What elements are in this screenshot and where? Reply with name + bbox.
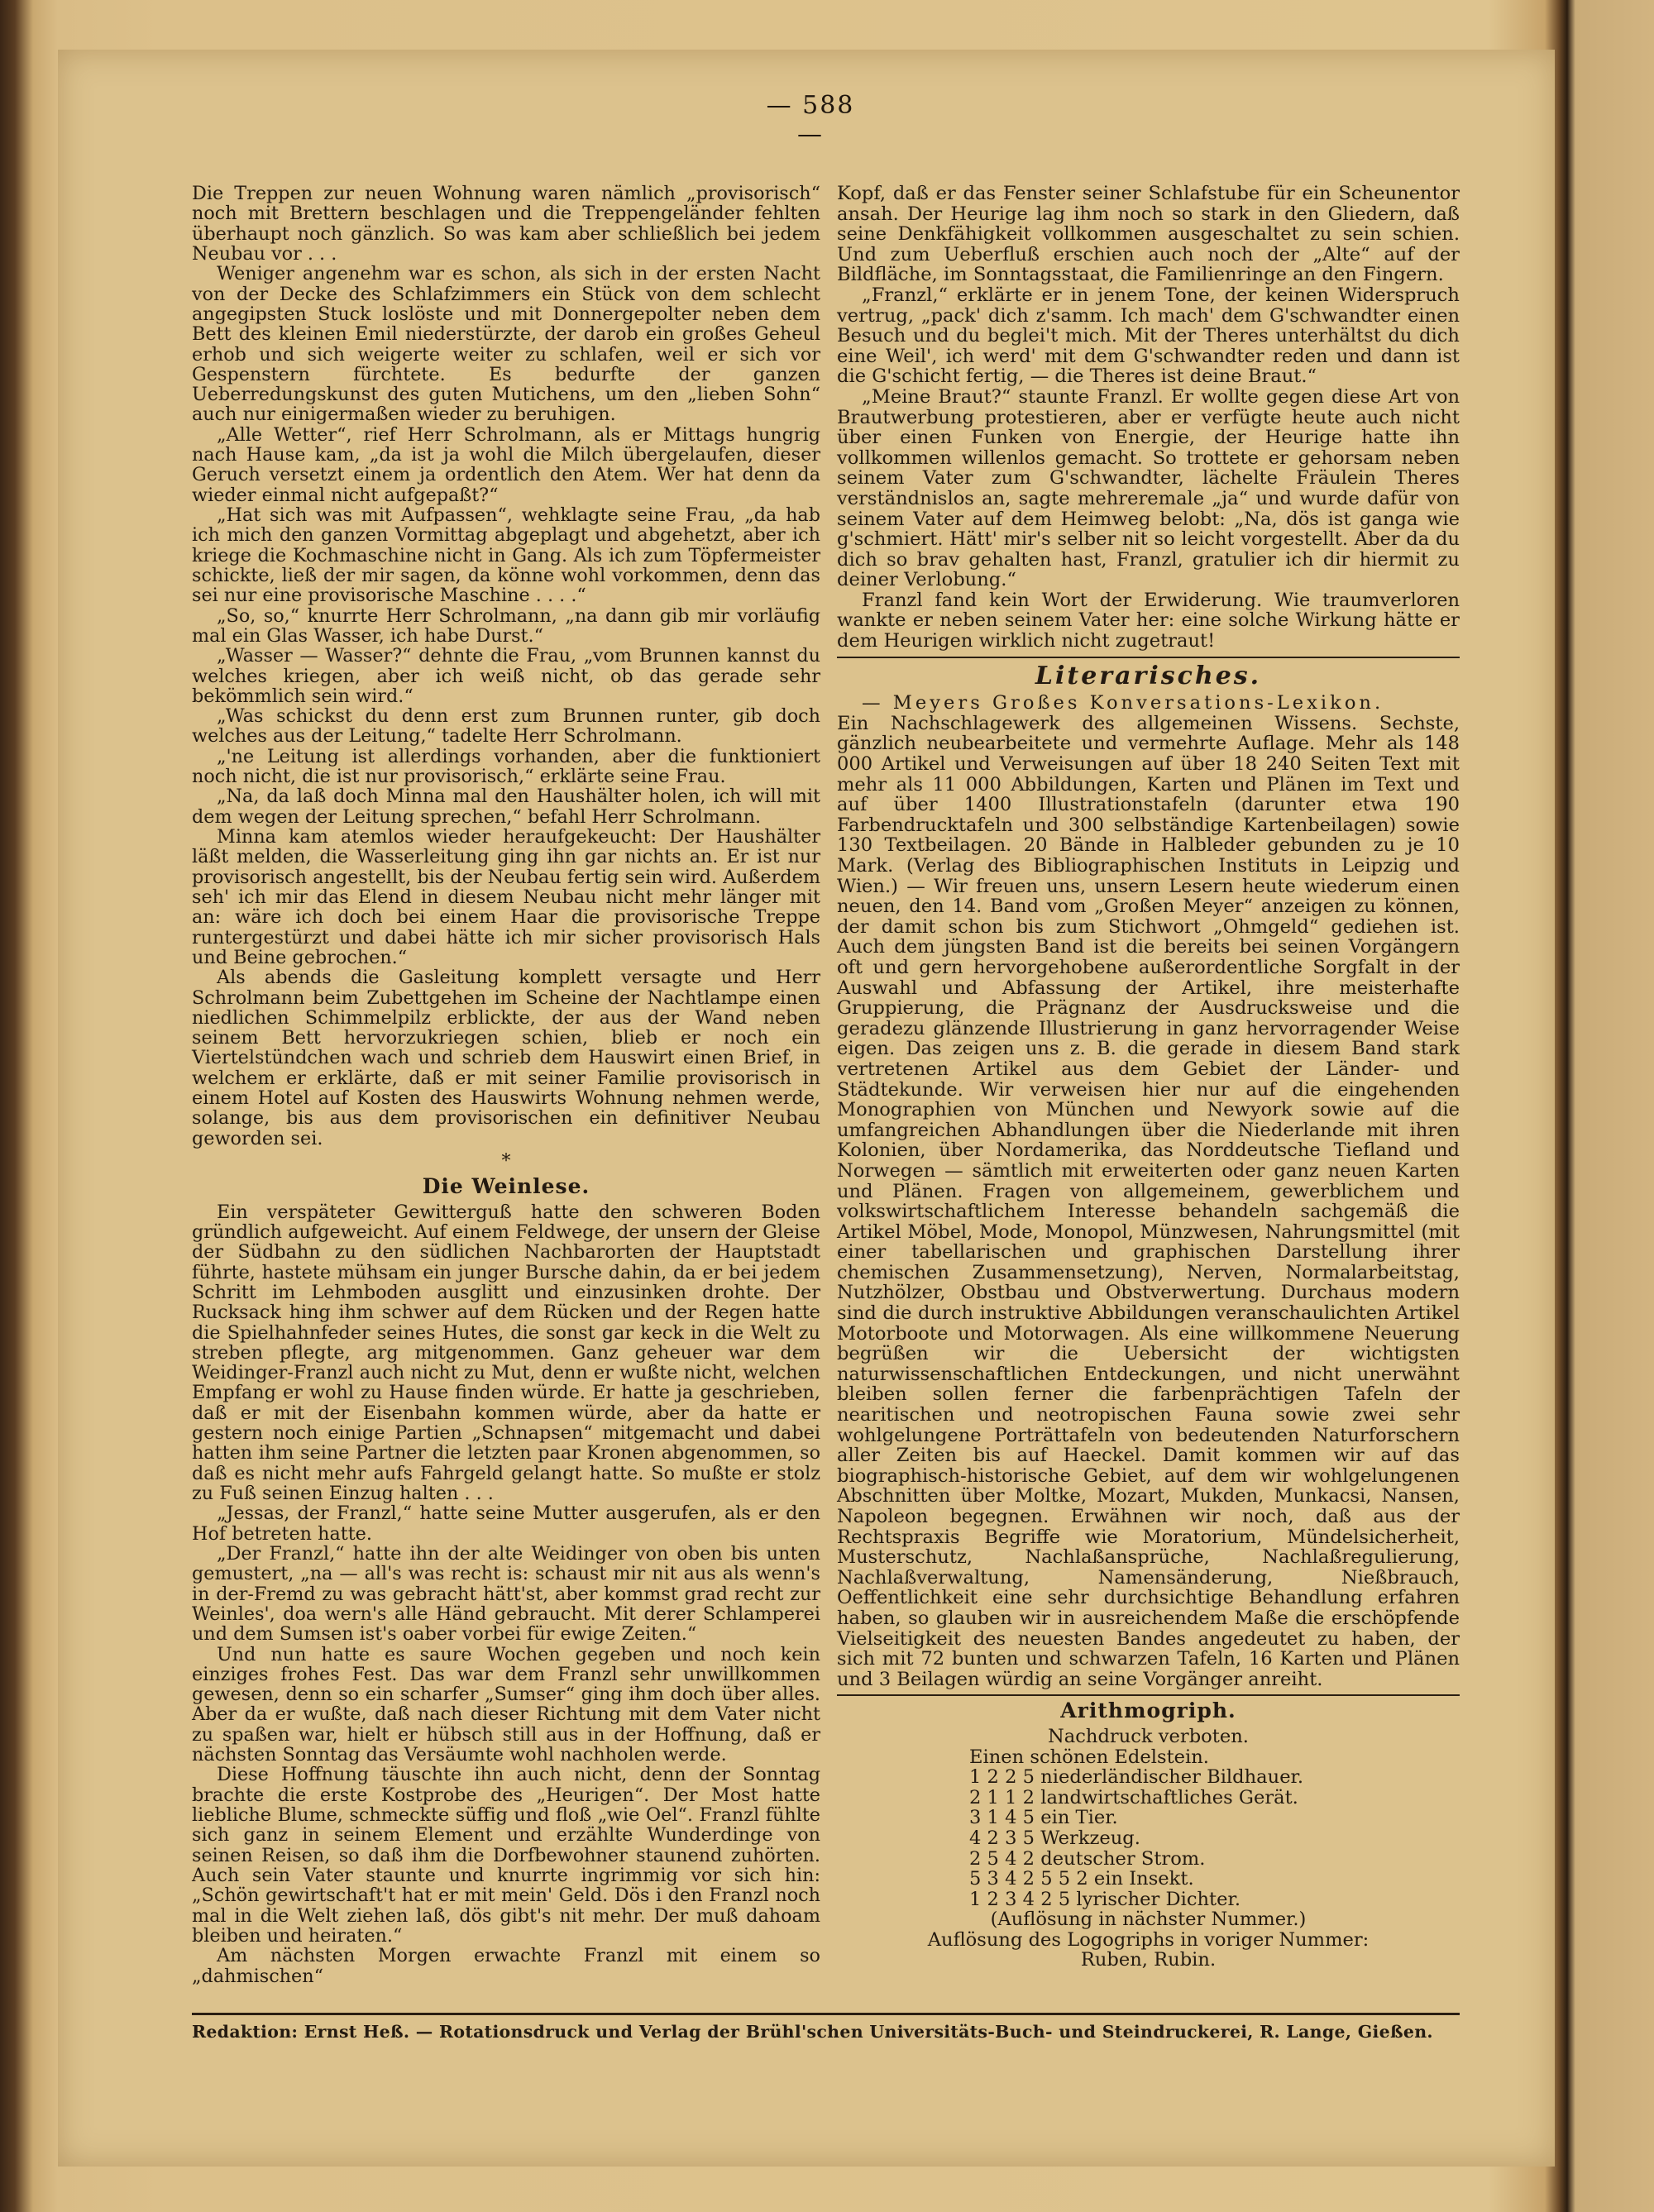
paragraph: „Hat sich was mit Aufpassen“, wehklagte seine Frau, „da hab ich mich den ganzen Vormittag abgeplagt und abgehetzt, aber ich kriege die Kochmaschine nicht in Gang. Als ich zum Töpfermeister schickte, ließ der mir sagen, da könne wohl vorkommen, denn das sei nur eine provisorische Maschine . . . .“	[192, 504, 820, 607]
paragraph: Kopf, daß er das Fenster seiner Schlafstube für ein Scheunentor ansah. Der Heurige lag ihm noch so stark in den Gliedern, daß seine Denkfähigkeit vollkommen ausgeschaltet zu sein schien. Und zum Ueberfluß erschien auch noch der „Alte“ auf der Bildfläche, im Sonntagsstaat, die Familienringe an den Fingern.	[837, 183, 1460, 286]
previous-solution-label: Auflösung des Logogriphs in voriger Nummer:	[927, 1928, 1370, 1951]
puzzle-line: 2 5 4 2 deutscher Strom.	[969, 1847, 1206, 1870]
paragraph: „Wasser — Wasser?“ dehnte die Frau, „vom Brunnen kannst du welches kriegen, aber ich weiß nicht, ob das gerade sehr bekömmlich sein wird.“	[192, 645, 820, 707]
paragraph: Und nun hatte es saure Wochen gegeben und noch kein einziges frohes Fest. Das war dem Franzl sehr unwillkommen gewesen, denn so ein scharfer „Sumser“ ging ihm doch über alles. Aber da er wußte, daß nach dieser Richtung mit dem Vater nicht zu spaßen war, hielt er hübsch still aus in der Hoffnung, daß er nächsten Sonntag das Versäumte wohl nachholen werde.	[192, 1643, 820, 1766]
puzzle-solution-note: (Auflösung in nächster Nummer.)	[990, 1909, 1307, 1931]
paragraph: Minna kam atemlos wieder heraufgekeucht: Der Haushälter läßt melden, die Wasserleitung ging ihn gar nichts an. Er ist nur provisorisch angestellt, bis der Neubau fertig sein wird. Außerdem seh' ich mir das Elend in diesem Neubau nicht mehr länger mit an: wäre ich doch bei einem Haar die provisorische Treppe runtergestürzt und dabei hätte ich mir sicher provisorisch Hals und Beine gebrochen.“	[192, 826, 820, 968]
paragraph: „'ne Leitung ist allerdings vorhanden, aber die funktioniert noch nicht, die ist nur provisorisch,“ erklärte seine Frau.	[192, 745, 820, 788]
puzzle-line: 2 1 1 2 landwirtschaftliches Gerät.	[969, 1786, 1298, 1808]
paragraph: „Na, da laß doch Minna mal den Haushälter holen, ich will mit dem wegen der Leitung sprechen,“ befahl Herr Schrolmann.	[192, 786, 820, 828]
story-title: Die Weinlese.	[422, 1174, 590, 1199]
puzzle-line: 1 2 3 4 2 5 lyrischer Dichter.	[969, 1888, 1241, 1910]
left-column	[192, 184, 820, 1986]
imprint-footer: Redaktion: Ernst Heß. — Rotationsdruck und Verlag der Brühl'schen Universitäts-Buch- und Steindruckerei, R. Lange, Gießen.	[192, 2013, 1460, 2042]
paragraph: Diese Hoffnung täuschte ihn auch nicht, denn der Sonntag brachte die erste Kostprobe des „Heurigen“. Der Most hatte liebliche Blume, schmeckte süffig und floß „wie Oel“. Franzl fühlte sich ganz in seinem Element und erzählte Wunderdinge von seinen Reisen, so daß ihm die Dorfbewohner staunend zuhörten. Auch sein Vater staunte und knurrte ingrimmig vor sich hin: „Schön gewirtschaft't hat er mit mein' Geld. Dös i den Franzl noch mal in die Welt ziehen laß, dös gibt's nit mehr. Der muß dahoam bleiben und heiraten.“	[192, 1764, 820, 1947]
puzzle-notice: Nachdruck verboten.	[1048, 1725, 1249, 1747]
paragraph: Die Treppen zur neuen Wohnung waren nämlich „provisorisch“ noch mit Brettern beschlagen und die Treppengeländer fehlten überhaupt noch gänzlich. So was kam aber schließlich bei jedem Neubau vor . . .	[192, 183, 820, 265]
section-separator: *	[501, 1151, 511, 1172]
paragraph: Franzl fand kein Wort der Erwiderung. Wie traumverloren wankte er neben seinem Vater her: eine solche Wirkung hätte er dem Heurigen wirklich nicht zugetraut!	[837, 589, 1460, 652]
literary-text: Ein Nachschlagewerk des allgemeinen Wissens. Sechste, gänzlich neubearbeitete und vermehrte Auflage. Mehr als 148 000 Artikel und Verweisungen auf über 18 240 Seiten Text mit mehr als 11 000 Abbildungen, Karten und Plänen im Text und auf über 1400 Illustrationstafeln (darunter etwa 190 Farbendrucktafeln und 300 selbständige Kartenbeilagen) sowie 130 Textbeilagen. 20 Bände in Halbleder gebunden zu je 10 Mark. (Verlag des Bibliographischen Instituts in Leipzig und Wien.) — Wir freuen uns, unsern Lesern heute wiederum einen neuen, den 14. Band vom „Großen Meyer“ anzeigen zu können, der damit schon bis zum Stichwort „Ohmgeld“ gediehen ist. Auch dem jüngsten Band ist die bereits bei seinen Vorgängern oft und gern hervorgehobene außerordentliche Sorgfalt in der Auswahl und Abfassung der Artikel, ihre meisterhafte Gruppierung, die Prägnanz der Ausdrucksweise und die geradezu glänzende Illustrierung in ganz hervorragender Weise eigen. Das zeigen uns z. B. die gerade in diesem Band stark vertretenen Artikel aus dem Gebiet der Länder- und Städtekunde. Wir verweisen hier nur auf die eingehenden Monographien von München und Newyork sowie auf die umfangreichen Abhandlungen über die Niederlande mit ihren Kolonien, über Nordamerika, das Norddeutsche Tiefland und Norwegen — sämtlich mit erweiterten oder ganz neuen Karten und Plänen. Fragen von allgemeinem, gewerblichem und volkswirtschaftlichem Interesse behandeln sachgemäß die Artikel Möbel, Mode, Monopol, Münzwesen, Nahrungsmittel (mit einer tabellarischen und graphischen Darstellung ihrer chemischen Zusammensetzung), Nerven, Normalarbeitstag, Nutzhölzer, Obstbau und Obstverwertung. Durchaus modern sind die durch instruktive Abbildungen veranschaulichten Artikel Motorboote und Motorwagen. Als eine willkommene Neuerung begrüßen wir die Uebersicht der wichtigsten naturwissenschaftlichen Entdeckungen, und nicht unerwähnt bleiben sollen ferner die farbenprächtigen Tafeln der nearitischen und neotropischen Fauna sowie zwei sehr wohlgelungene Porträttafeln von bedeutenden Naturforschern aller Zeiten bis auf Haeckel. Damit kommen wir auf das biographisch-historische Gebiet, auf dem wir wohlgelungenen Abschnitten über Moltke, Mozart, Mukden, Munkacsi, Nansen, Napoleon begegnen. Erwähnen wir noch, daß aus der Rechtspraxis Begriffe wie Moratorium, Mündelsicherheit, Musterschutz, Nachlaßansprüche, Nachlaßregulierung, Nachlaßverwaltung, Namensänderung, Nießbrauch, Oeffentlichkeit eine sehr durchsichtige Behandlung erfahren haben, so glauben wir in ausreichendem Maße die erschöpfende Vielseitigkeit des neuesten Bandes angedeutet zu haben, der sich mit 72 bunten und schwarzen Tafeln, 16 Karten und Plänen und 3 Beilagen würdig an seine Vorgänger anreiht.	[837, 712, 1460, 1690]
puzzle-title: Arithmogriph.	[1060, 1698, 1236, 1723]
right-column	[837, 184, 1460, 1971]
puzzle-box	[837, 1698, 1460, 1971]
puzzle-line: 1 2 2 5 niederländischer Bildhauer.	[969, 1766, 1304, 1789]
paragraph: „Jessas, der Franzl,“ hatte seine Mutter ausgerufen, als er den Hof betreten hatte.	[192, 1503, 820, 1545]
paragraph: Als abends die Gasleitung komplett versagte und Herr Schrolmann beim Zubettgehen im Scheine der Nachtlampe einen niedlichen Schimmelpilz erblickte, der aus der Wand neben seinem Bett hervorzukriegen schien, blieb er noch ein Viertelstündchen wach und schrieb dem Hauswirt einen Brief, in welchem er erklärte, daß er mit seiner Familie provisorisch in einem Hotel auf Kosten des Hauswirts Wohnung nehmen werde, solange, bis aus dem provisorischen ein definitiver Neubau geworden sei.	[192, 967, 820, 1149]
previous-solution-answer: Ruben, Rubin.	[1080, 1949, 1217, 1971]
section-rule	[837, 657, 1460, 658]
puzzle-intro: Einen schönen Edelstein.	[969, 1746, 1209, 1768]
section-rule	[837, 1694, 1460, 1696]
puzzle-line: 4 2 3 5 Werkzeug.	[969, 1827, 1140, 1849]
puzzle-line: 5 3 4 2 5 5 2 ein Insekt.	[969, 1868, 1194, 1890]
paragraph: „Was schickst du denn erst zum Brunnen runter, gib doch welches aus der Leitung,“ tadelte Herr Schrolmann.	[192, 705, 820, 748]
paragraph: Am nächsten Morgen erwachte Franzl mit einem so „dahmischen“	[192, 1945, 820, 1987]
paragraph: Weniger angenehm war es schon, als sich in der ersten Nacht von der Decke des Schlafzimmers ein Stück von dem schlecht angegipsten Stuck loslöste und mit Donnergepolter neben dem Bett des kleinen Emil niederstürzte, der darob ein großes Geheul erhob und sich weigerte weiter zu schlafen, weil er sich vor Gespenstern fürchtete. Es bedurfte der ganzen Ueberredungskunst des guten Mutichens, um den „lieben Sohn“ auch nur einigermaßen wieder zu beruhigen.	[192, 263, 820, 426]
paragraph: „Alle Wetter“, rief Herr Schrolmann, als er Mittags hungrig nach Hause kam, „da ist ja wohl die Milch übergelaufen, dieser Geruch versetzt einem ja ordentlich den Atem. Wer hat denn da wieder einmal nicht aufgepaßt?“	[192, 423, 820, 506]
paragraph: „Meine Braut?“ staunte Franzl. Er wollte gegen diese Art von Brautwerbung protestieren, aber er verfügte heute auch nicht über einen Funken von Energie, der Heurige hatte ihn vollkommen willenlos gemacht. So trottete er gehorsam neben seinem Vater zum G'schwandter, lächelte Fräulein Theres verständnislos an, sagte mehreremale „ja“ und wurde dafür von seinem Vater auf dem Heimweg belobt: „Na, dös ist ganga wie g'schmiert. Hätt' mir's selber nit so leicht vorgestellt. Aber da du dich so brav gehalten hast, Franzl, gratulier ich dir hiermit zu deiner Verlobung.“	[837, 385, 1460, 591]
puzzle-line: 3 1 4 5 ein Tier.	[969, 1807, 1118, 1829]
paragraph: „So, so,“ knurrte Herr Schrolmann, „na dann gib mir vorläufig mal ein Glas Wasser, ich habe Durst.“	[192, 604, 820, 647]
paragraph: „Der Franzl,“ hatte ihn der alte Weidinger von oben bis unten gemustert, „na — all's was recht is: schaust mir nit aus als wenn's in der-Fremd zu was gebracht hätt'st, aber kommst grad recht zur Weinles', doa wern's alle Händ gebraucht. Mit derer Schlamperei und dem Sumsen ist's oaber vorbei für ewige Zeiten.“	[192, 1542, 820, 1646]
paragraph: „Franzl,“ erklärte er in jenem Tone, der keinen Widerspruch vertrug, „pack' dich z'samm. Ich mach' dem G'schwandter einen Besuch und du beglei't mich. Mit der Theres unterhältst du dich eine Weil', ich werd' mit dem G'schwandter reden und dann ist die G'schicht fertig, — die Theres ist deine Braut.“	[837, 284, 1460, 388]
literary-heading: Literarisches.	[1035, 661, 1262, 690]
page-number: — 588 —	[766, 91, 855, 149]
paragraph: Ein verspäteter Gewitterguß hatte den schweren Boden gründlich aufgeweicht. Auf einem Feldwege, der unsern der Gleise der Südbahn zu den südlichen Nachbarorten der Hauptstadt führte, hastete mühsam ein junger Bursche dahin, da er bei jedem Schritt im Lehmboden ausglitt und einzusinken drohte. Der Rucksack hing ihm schwer auf dem Rücken und der Regen hatte die Spielhahnfeder seines Hutes, die sonst gar keck in die Welt zu streben pflegte, arg mitgenommen. Ganz geheuer war dem Weidinger-Franzl auch nicht zu Mut, denn er wußte nicht, welchen Empfang er wohl zu Hause finden würde. Er hatte ja geschrieben, daß er mit der Eisenbahn kommen würde, aber da hatte er gestern noch einige Partien „Schnapsen“ mitgemacht und dabei hatten ihm seine Partner die letzten paar Kronen abgenommen, so daß es nicht mehr aufs Fahrgeld gelangt hatte. So mußte er stolz zu Fuß seinen Einzug halten . . .	[192, 1201, 820, 1504]
literary-lead: — Meyers Großes Konversations-Lexikon.	[862, 692, 1384, 714]
